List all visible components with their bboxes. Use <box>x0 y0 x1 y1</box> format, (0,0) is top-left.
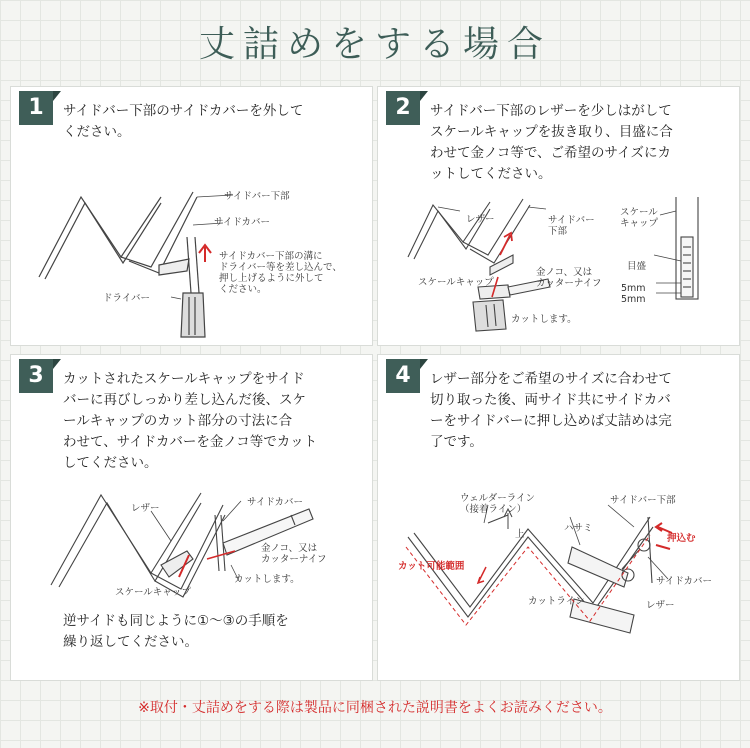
step-number-badge: 2 <box>386 91 420 125</box>
label-side-bar-bottom: サイドバー下部 <box>610 495 676 506</box>
label-scale-cap: スケールキャップ <box>418 277 494 288</box>
label-side-cover: サイドカバー <box>214 217 271 228</box>
label-cut: カットします。 <box>511 314 577 325</box>
label-leather: レザー <box>131 503 160 514</box>
step-number-badge: 1 <box>19 91 53 125</box>
step-instruction: サイドバー下部のレザーを少しはがして スケールキャップを抜き取り、目盛に合 わせて金ノコ等で、ご希望のサイズにカ ットしてください。 <box>430 103 673 182</box>
label-scale-cap: スケールキャップ <box>115 587 191 598</box>
label-push-in: 押込む <box>667 533 696 544</box>
label-scissors: ハサミ <box>564 523 593 534</box>
page-title: 丈詰めをする場合 <box>198 24 551 65</box>
step-1-panel <box>10 86 373 346</box>
step-number-badge: 3 <box>19 359 53 393</box>
label-cut: カットします。 <box>234 574 300 585</box>
label-saw: 金ノコ、又は カッターナイフ <box>536 267 602 289</box>
step-instruction: サイドバー下部のサイドカバーを外して ください。 <box>63 103 304 140</box>
step-4-panel <box>377 354 740 681</box>
step-3-panel <box>10 354 373 681</box>
label-leather: レザー <box>466 214 495 225</box>
label-5mm-bottom: 5mm <box>621 294 646 305</box>
label-5mm-top: 5mm <box>621 283 646 294</box>
step-2-panel <box>377 86 740 346</box>
label-driver: ドライバー <box>103 293 151 304</box>
label-removal-instruction: サイドカバー下部の溝に ドライバー等を差し込んで、 押し上げるように外して ください。 <box>219 251 342 295</box>
step-instruction: レザー部分をご希望のサイズに合わせて 切り取った後、両サイド共にサイドカバ ーをサイドバーに押し込めば丈詰めは完 了です。 <box>430 371 672 450</box>
label-weld-line: ウェルダーライン （接着ライン） <box>460 493 535 515</box>
label-side-bar-bottom: サイドバー 下部 <box>548 215 595 237</box>
label-scale-cap-right: スケール キャップ <box>620 207 659 229</box>
label-side-bar-bottom: サイドバー下部 <box>224 191 290 202</box>
label-up: 上 <box>515 529 525 540</box>
label-side-cover: サイドカバー <box>656 576 713 587</box>
step-number-badge: 4 <box>386 359 420 393</box>
step-instruction: カットされたスケールキャップをサイド バーに再びしっかり差し込んだ後、スケ ールキャップのカット部分の寸法に合 わせて、サイドカバーを金ノコ等でカット してください。 <box>63 371 318 471</box>
label-saw: 金ノコ、又は カッターナイフ <box>261 543 327 565</box>
label-side-cover: サイドカバー <box>247 497 304 508</box>
label-scale: 目盛 <box>627 261 647 272</box>
label-cut-line: カットライン <box>528 596 585 607</box>
footer-note: ※取付・丈詰めをする際は製品に同梱された説明書をよくお読みください。 <box>138 700 612 716</box>
step-3-repeat-note: 逆サイドも同じように①〜③の手順を 繰り返してください。 <box>63 613 289 650</box>
label-cut-range: カット可能範囲 <box>398 561 465 572</box>
label-leather: レザー <box>646 600 675 611</box>
